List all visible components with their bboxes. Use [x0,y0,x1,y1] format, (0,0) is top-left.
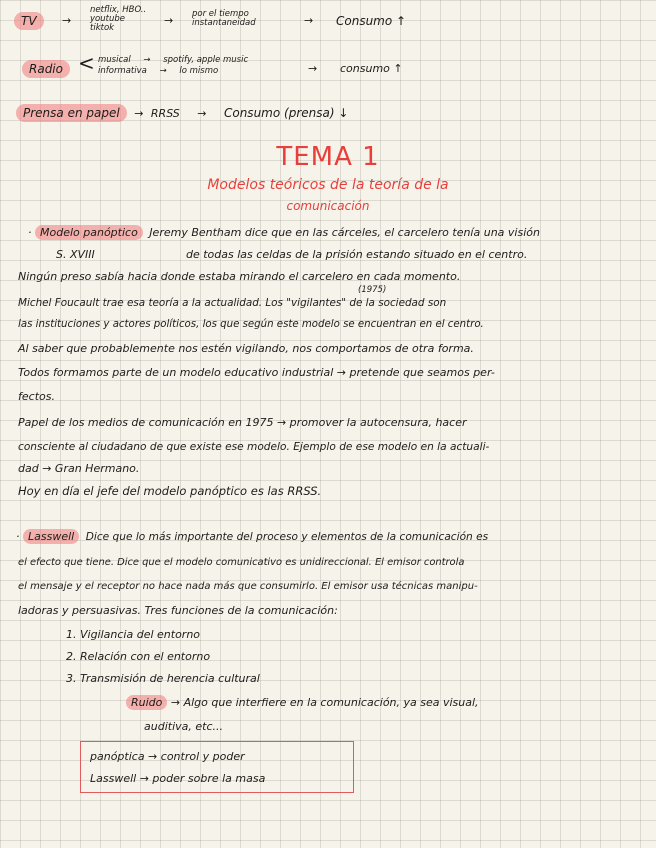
panoptico-century: S. XVIII [56,248,95,261]
summary-line: panóptica → control y poder [90,750,245,763]
tv-note-line: por el tiempo [192,9,249,19]
tema-subtitle: comunicación [286,199,370,213]
arrow-icon: → [304,14,314,27]
tv-source: netflix, HBO.. [90,5,147,15]
panoptico-text: Michel Foucault trae esa teoría a la actualidad. Los "vigilantes" de la sociedad son [18,297,447,309]
lasswell-label: Lasswell [23,529,79,544]
arrow-icon: → [164,14,174,27]
arrow-icon: → [143,55,151,65]
radio-result: consumo ↑ [340,62,403,75]
ruido-row [126,696,479,710]
tv-sources [90,6,146,33]
radio-branch [98,67,248,76]
bullet: · [28,226,32,239]
lasswell-function: 3. Transmisión de herencia cultural [66,672,260,685]
ruido-text: auditiva, etc... [144,720,223,733]
tv-source: tiktok [90,23,115,33]
lasswell-function: 1. Vigilancia del entorno [66,628,201,641]
tema-subtitle: Modelos teóricos de la teoría de la [207,177,449,193]
radio-branch-dest: lo mismo [179,66,219,76]
ruido-text: → Algo que interfiere en la comunicación, ya sea visual, [170,696,479,709]
panoptico-text: consciente al ciudadano de que existe ese modelo. Ejemplo de ese modelo en la actuali- [18,441,490,453]
summary-line: Lasswell → poder sobre la masa [90,772,266,785]
radio-branch-dest: spotify, apple music [163,55,249,65]
lasswell-function: 2. Relación con el entorno [66,650,211,663]
arrow-icon: → [134,107,144,120]
tema-title: TEMA 1 [276,142,380,172]
prensa-mid: RRSS [150,107,180,120]
tv-source: youtube [90,14,125,24]
prensa-result: Consumo (prensa) ↓ [223,106,349,120]
lasswell-text: el efecto que tiene. Dice que el modelo comunicativo es unidireccional. El emisor controla [18,557,465,568]
brace-icon: < [78,51,95,75]
radio-branch-text: informativa [98,66,147,76]
panoptico-text: Todos formamos parte de un modelo educativo industrial → pretende que seamos per- [18,366,495,379]
panoptico-text: de todas las celdas de la prisión estando situado en el centro. [186,248,528,261]
lasswell-text: el mensaje y el receptor no hace nada más que consumirlo. El emisor usa técnicas manipu- [18,581,478,592]
panoptico-text: las instituciones y actores políticos, los que según este modelo se encuentran en el centro. [18,319,484,330]
panoptico-label: Modelo panóptico [35,225,143,240]
lasswell-text: ladoras y persuasivas. Tres funciones de la comunicación: [18,604,338,617]
tv-label: TV [14,12,44,30]
panoptico-l1 [28,226,540,240]
radio-branches [98,56,248,76]
year-note: (1975) [358,285,387,295]
prensa-label: Prensa en papel [16,104,127,122]
radio-branch [98,56,248,65]
panoptico-text: Hoy en día el jefe del modelo panóptico es las RRSS. [18,484,322,498]
arrow-icon: → [308,62,318,75]
arrow-icon: → [159,66,167,76]
lasswell-l1 [16,530,488,544]
panoptico-text: fectos. [18,390,55,403]
lasswell-text: Dice que lo más importante del proceso y elementos de la comunicación es [85,531,489,543]
arrow-icon: → [197,107,207,120]
radio-branch-text: musical [98,55,131,65]
panoptico-text: dad → Gran Hermano. [18,462,140,475]
panoptico-text: Al saber que probablemente nos estén vigilando, nos comportamos de otra forma. [18,342,474,355]
radio-label: Radio [22,60,70,78]
bullet: · [16,530,20,543]
tv-result: Consumo ↑ [336,14,407,28]
panoptico-text: Papel de los medios de comunicación en 1975 → promover la autocensura, hacer [18,416,467,429]
ruido-label: Ruido [126,695,167,710]
arrow-icon: → [62,14,72,27]
tv-note [192,10,256,28]
prensa-row [16,106,348,121]
tv-note-line: instantaneidad [192,18,256,28]
panoptico-text: Jeremy Bentham dice que en las cárceles, el carcelero tenía una visión [149,226,540,239]
panoptico-text: Ningún preso sabía hacia donde estaba mirando el carcelero en cada momento. [18,270,461,283]
